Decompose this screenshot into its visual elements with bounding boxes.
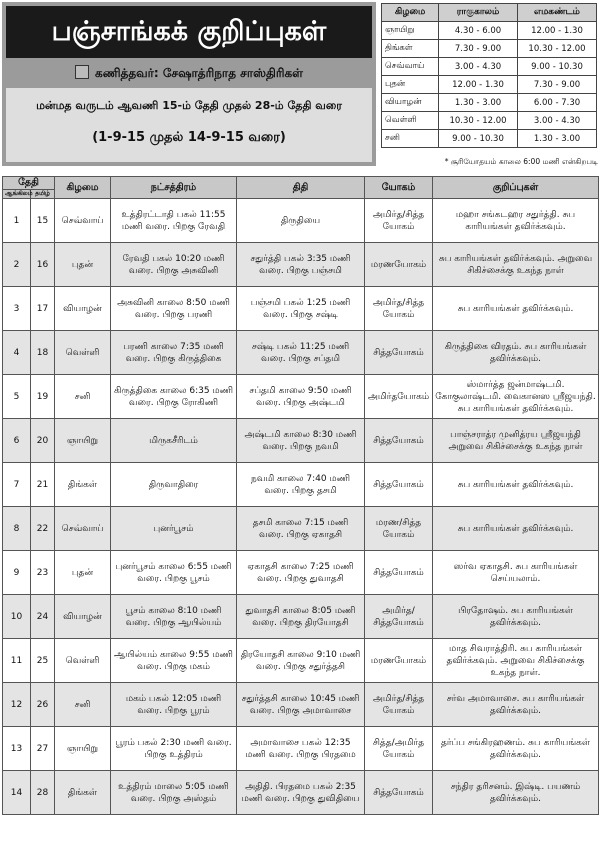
cell-day: வியாழன் bbox=[55, 287, 111, 331]
rahu-row bbox=[382, 94, 597, 112]
cell-star: திருவாதிரை bbox=[111, 463, 237, 507]
rahu-header-rahu: ராகுகாலம் bbox=[439, 4, 518, 22]
rahu-cell-rahu: 4.30 - 6.00 bbox=[439, 22, 518, 40]
cell-tithi: சதுர்த்தி பகல் 3:35 மணி வரை. பிறகு பஞ்சமி bbox=[237, 243, 365, 287]
spacer bbox=[2, 166, 598, 176]
header-notes: குறிப்புகள் bbox=[433, 177, 599, 199]
cell-star: மகம் பகல் 12:05 மணி வரை. பிறகு பூரம் bbox=[111, 683, 237, 727]
cell-notes: சுப காரியங்கள் தவிர்க்கவும். அறுவை சிகிச்சைக்கு உகந்த நாள் bbox=[433, 243, 599, 287]
cell-notes: சுப காரியங்கள் தவிர்க்கவும். bbox=[433, 463, 599, 507]
table-row bbox=[3, 243, 599, 287]
cell-day: செவ்வாய் bbox=[55, 507, 111, 551]
rahu-row bbox=[382, 40, 597, 58]
cell-tithi: ஏகாதசி காலை 7:25 மணி வரை. பிறகு துவாதசி bbox=[237, 551, 365, 595]
cell-star: அசுவினி காலை 8:50 மணி வரை. பிறகு பரணி bbox=[111, 287, 237, 331]
period-tamil: மன்மத வருடம் ஆவணி 15-ம் தேதி முதல் 28-ம் தேதி வரை bbox=[36, 99, 342, 112]
cell-yogam: சித்தயோகம் bbox=[365, 551, 433, 595]
cell-day: ஞாயிறு bbox=[55, 419, 111, 463]
rahu-header-day: கிழமை bbox=[382, 4, 439, 22]
cell-yogam: அமிர்த/சித்த யோகம் bbox=[365, 683, 433, 727]
cell-tam: 25 bbox=[31, 639, 55, 683]
cell-day: ஞாயிறு bbox=[55, 727, 111, 771]
cell-eng: 11 bbox=[3, 639, 31, 683]
cell-tam: 24 bbox=[31, 595, 55, 639]
cell-tam: 20 bbox=[31, 419, 55, 463]
cell-eng: 3 bbox=[3, 287, 31, 331]
sunrise-note: * சூரியோதயம் காலை 6:00 மணி என்கிறபடி bbox=[444, 157, 598, 166]
table-row bbox=[3, 639, 599, 683]
cell-eng: 10 bbox=[3, 595, 31, 639]
cell-yogam: சித்தயோகம் bbox=[365, 463, 433, 507]
cell-notes: மஹா சங்கடஹர சதுர்த்தி. சுப காரியங்கள் தவிர்க்கவும். bbox=[433, 199, 599, 243]
cell-eng: 2 bbox=[3, 243, 31, 287]
cell-eng: 8 bbox=[3, 507, 31, 551]
cell-tithi: தசமி காலை 7:15 மணி வரை. பிறகு ஏகாதசி bbox=[237, 507, 365, 551]
rahu-cell-yama: 6.00 - 7.30 bbox=[518, 94, 597, 112]
cell-notes: பாஞ்சராத்ர முனித்ரய ஸ்ரீஜயந்தி அறுவை சிகிச்சைக்கு உகந்த நாள் bbox=[433, 419, 599, 463]
rahu-cell-rahu: 12.00 - 1.30 bbox=[439, 76, 518, 94]
rahu-header-yama: எமகண்டம் bbox=[518, 4, 597, 22]
period-box bbox=[6, 88, 372, 162]
cell-yogam: சித்தயோகம் bbox=[365, 331, 433, 375]
cell-eng: 5 bbox=[3, 375, 31, 419]
table-row bbox=[3, 551, 599, 595]
cell-notes: ஸ்மார்த்த ஜன்மாஷ்டமி. கோகுலாஷ்டமி. வைகானஸ ஸ்ரீஜயந்தி. சுப காரியங்கள் தவிர்க்கவும். bbox=[433, 375, 599, 419]
panchangam-table bbox=[2, 176, 599, 815]
cell-eng: 1 bbox=[3, 199, 31, 243]
header-panel bbox=[2, 2, 376, 166]
rahu-cell-yama: 1.30 - 3.00 bbox=[518, 130, 597, 148]
cell-tithi: திருதியை bbox=[237, 199, 365, 243]
cell-day: வெள்ளி bbox=[55, 639, 111, 683]
table-row bbox=[3, 419, 599, 463]
cell-star: புனர்பூசம் காலை 6:55 மணி வரை. பிறகு பூசம் bbox=[111, 551, 237, 595]
cell-tithi: திரயோதசி காலை 9:10 மணி வரை. பிறகு சதுர்த்தசி bbox=[237, 639, 365, 683]
rahu-cell-rahu: 3.00 - 4.30 bbox=[439, 58, 518, 76]
cell-yogam: சித்தயோகம் bbox=[365, 771, 433, 815]
cell-tithi: சப்தமி காலை 9:50 மணி வரை. பிறகு அஷ்டமி bbox=[237, 375, 365, 419]
cell-star: உத்திரம் மாலை 5:05 மணி வரை. பிறகு அஸ்தம் bbox=[111, 771, 237, 815]
cell-eng: 7 bbox=[3, 463, 31, 507]
table-row bbox=[3, 771, 599, 815]
cell-tam: 17 bbox=[31, 287, 55, 331]
header-tithi: திதி bbox=[237, 177, 365, 199]
author-line bbox=[6, 62, 372, 84]
period-dates: (1-9-15 முதல் 14-9-15 வரை) bbox=[92, 130, 286, 145]
table-row bbox=[3, 595, 599, 639]
header-date: தேதி bbox=[3, 177, 55, 190]
rahu-cell-day: புதன் bbox=[382, 76, 439, 94]
rahu-row bbox=[382, 76, 597, 94]
cell-tam: 26 bbox=[31, 683, 55, 727]
rahu-row bbox=[382, 22, 597, 40]
cell-yogam: அமிர்தயோகம் bbox=[365, 375, 433, 419]
rahu-cell-day: செவ்வாய் bbox=[382, 58, 439, 76]
cell-day: சனி bbox=[55, 375, 111, 419]
cell-star: கிருத்திகை காலை 6:35 மணி வரை. பிறகு ரோகிணி bbox=[111, 375, 237, 419]
cell-eng: 9 bbox=[3, 551, 31, 595]
rahu-cell-yama: 10.30 - 12.00 bbox=[518, 40, 597, 58]
cell-notes: சர்வ அமாவாசை. சுப காரியங்கள் தவிர்க்கவும். bbox=[433, 683, 599, 727]
table-row bbox=[3, 463, 599, 507]
header-yogam: யோகம் bbox=[365, 177, 433, 199]
cell-tithi: பஞ்சமி பகல் 1:25 மணி வரை. பிறகு சஷ்டி bbox=[237, 287, 365, 331]
rahu-cell-yama: 7.30 - 9.00 bbox=[518, 76, 597, 94]
table-row bbox=[3, 287, 599, 331]
rahu-row bbox=[382, 112, 597, 130]
cell-tam: 16 bbox=[31, 243, 55, 287]
cell-eng: 13 bbox=[3, 727, 31, 771]
cell-notes: மாத சிவராத்திரி. சுப காரியங்கள் தவிர்க்கவும். அறுவை சிகிச்சைக்கு உகந்த நாள். bbox=[433, 639, 599, 683]
cell-star: பூரம் பகல் 2:30 மணி வரை. பிறகு உத்திரம் bbox=[111, 727, 237, 771]
cell-star: உத்திரட்டாதி பகல் 11:55 மணி வரை. பிறகு ரேவதி bbox=[111, 199, 237, 243]
cell-eng: 12 bbox=[3, 683, 31, 727]
header-english-date: ஆங்கிலம் bbox=[3, 190, 31, 199]
rahu-cell-day: வெள்ளி bbox=[382, 112, 439, 130]
rahu-cell-rahu: 9.00 - 10.30 bbox=[439, 130, 518, 148]
cell-tam: 27 bbox=[31, 727, 55, 771]
cell-yogam: மரணயோகம் bbox=[365, 243, 433, 287]
table-row bbox=[3, 683, 599, 727]
cell-notes: கிருத்திகை விரதம். சுப காரியங்கள் தவிர்க்கவும். bbox=[433, 331, 599, 375]
rahu-row bbox=[382, 130, 597, 148]
cell-star: பரணி காலை 7:35 மணி வரை. பிறகு கிருத்திகை bbox=[111, 331, 237, 375]
cell-tithi: அதிதி. பிரதமை பகல் 2:35 மணி வரை. பிறகு துவிதியை bbox=[237, 771, 365, 815]
rahu-cell-day: திங்கள் bbox=[382, 40, 439, 58]
rahu-kalam-table bbox=[381, 3, 597, 148]
cell-notes: சுப காரியங்கள் தவிர்க்கவும். bbox=[433, 507, 599, 551]
cell-notes: தர்ப்ப சங்கிரஹணம். சுப காரியங்கள் தவிர்க்கவும். bbox=[433, 727, 599, 771]
table-row bbox=[3, 331, 599, 375]
rahu-cell-yama: 3.00 - 4.30 bbox=[518, 112, 597, 130]
cell-tam: 19 bbox=[31, 375, 55, 419]
cell-day: சனி bbox=[55, 683, 111, 727]
cell-day: புதன் bbox=[55, 243, 111, 287]
cell-yogam: அமிர்த/ சித்தயோகம் bbox=[365, 595, 433, 639]
cell-notes: ஸர்வ ஏகாதசி. சுப காரியங்கள் செய்யலாம். bbox=[433, 551, 599, 595]
cell-notes: சுப காரியங்கள் தவிர்க்கவும். bbox=[433, 287, 599, 331]
cell-star: புனர்பூசம் bbox=[111, 507, 237, 551]
cell-day: வெள்ளி bbox=[55, 331, 111, 375]
cell-day: திங்கள் bbox=[55, 463, 111, 507]
table-row bbox=[3, 507, 599, 551]
cell-star: ரேவதி பகல் 10:20 மணி வரை. பிறகு அசுவினி bbox=[111, 243, 237, 287]
header-tamil-date: தமிழ் bbox=[31, 190, 55, 199]
header-day: கிழமை bbox=[55, 177, 111, 199]
rahu-cell-yama: 12.00 - 1.30 bbox=[518, 22, 597, 40]
cell-eng: 6 bbox=[3, 419, 31, 463]
cell-yogam: சித்தயோகம் bbox=[365, 419, 433, 463]
cell-eng: 4 bbox=[3, 331, 31, 375]
cell-tam: 28 bbox=[31, 771, 55, 815]
cell-day: வியாழன் bbox=[55, 595, 111, 639]
author-name: கணித்தவர்: சேஷாத்ரிநாத சாஸ்திரிகள் bbox=[95, 66, 303, 80]
cell-tithi: நவமி காலை 7:40 மணி வரை. பிறகு தசமி bbox=[237, 463, 365, 507]
cell-yogam: மரண/சித்த யோகம் bbox=[365, 507, 433, 551]
cell-day: செவ்வாய் bbox=[55, 199, 111, 243]
cell-star: மிருகசீரிடம் bbox=[111, 419, 237, 463]
cell-tithi: அமாவாசை பகல் 12:35 மணி வரை. பிறகு பிரதமை bbox=[237, 727, 365, 771]
page-title: பஞ்சாங்கக் குறிப்புகள் bbox=[6, 6, 372, 58]
rahu-cell-rahu: 10.30 - 12.00 bbox=[439, 112, 518, 130]
cell-tam: 21 bbox=[31, 463, 55, 507]
rahu-cell-rahu: 7.30 - 9.00 bbox=[439, 40, 518, 58]
rahu-row bbox=[382, 58, 597, 76]
rahu-cell-day: சனி bbox=[382, 130, 439, 148]
cell-tithi: சஷ்டி பகல் 11:25 மணி வரை. பிறகு சப்தமி bbox=[237, 331, 365, 375]
cell-tam: 23 bbox=[31, 551, 55, 595]
author-photo-icon bbox=[75, 65, 89, 79]
rahu-cell-day: ஞாயிறு bbox=[382, 22, 439, 40]
cell-tam: 18 bbox=[31, 331, 55, 375]
table-row bbox=[3, 199, 599, 243]
cell-day: திங்கள் bbox=[55, 771, 111, 815]
header-star: நட்சத்திரம் bbox=[111, 177, 237, 199]
cell-notes: சந்திர தரிசனம். இஷ்டி. பயணம் தவிர்க்கவும். bbox=[433, 771, 599, 815]
cell-notes: பிரதோஷம். சுப காரியங்கள் தவிர்க்கவும். bbox=[433, 595, 599, 639]
cell-tithi: துவாதசி காலை 8:05 மணி வரை. பிறகு திரயோதசி bbox=[237, 595, 365, 639]
table-row bbox=[3, 375, 599, 419]
cell-yogam: மரணயோகம் bbox=[365, 639, 433, 683]
cell-tam: 22 bbox=[31, 507, 55, 551]
rahu-cell-day: வியாழன் bbox=[382, 94, 439, 112]
cell-tam: 15 bbox=[31, 199, 55, 243]
cell-yogam: அமிர்த/சித்த யோகம் bbox=[365, 287, 433, 331]
cell-star: ஆயில்யம் காலை 9:55 மணி வரை. பிறகு மகம் bbox=[111, 639, 237, 683]
rahu-cell-yama: 9.00 - 10.30 bbox=[518, 58, 597, 76]
cell-day: புதன் bbox=[55, 551, 111, 595]
cell-eng: 14 bbox=[3, 771, 31, 815]
rahu-cell-rahu: 1.30 - 3.00 bbox=[439, 94, 518, 112]
cell-star: பூசம் காலை 8:10 மணி வரை. பிறகு ஆயில்யம் bbox=[111, 595, 237, 639]
table-row bbox=[3, 727, 599, 771]
cell-yogam: அமிர்த/சித்த யோகம் bbox=[365, 199, 433, 243]
cell-tithi: சதுர்த்தசி காலை 10:45 மணி வரை. பிறகு அமாவாசை bbox=[237, 683, 365, 727]
cell-tithi: அஷ்டமி காலை 8:30 மணி வரை. பிறகு நவமி bbox=[237, 419, 365, 463]
cell-yogam: சித்த/அமிர்த யோகம் bbox=[365, 727, 433, 771]
